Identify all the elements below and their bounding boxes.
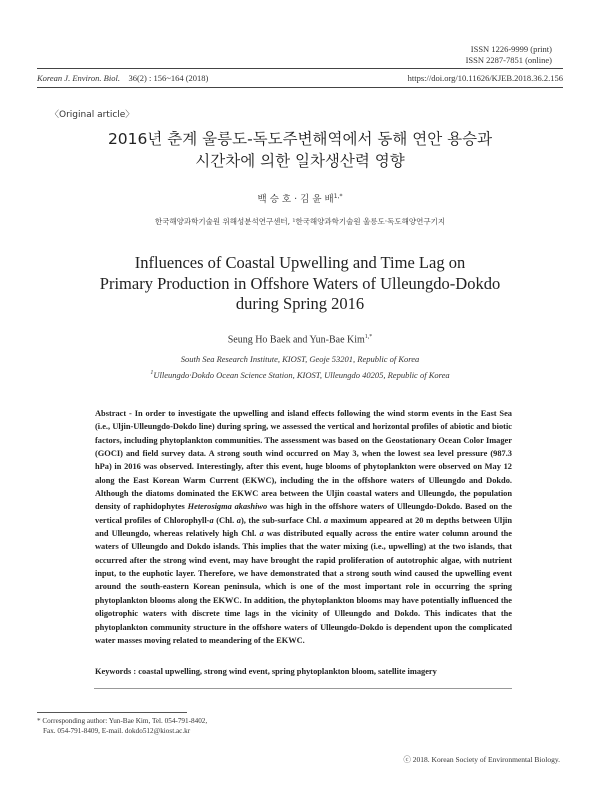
affiliation-2-text: Ulleungdo·Dokdo Ocean Science Station, KIOST, Ulleungdo 40205, Republic of Korea bbox=[153, 369, 450, 380]
korean-title-line-1: 2016년 춘계 울릉도-독도주변해역에서 동해 연안 용승과 bbox=[107, 130, 493, 148]
journal-header-bar bbox=[37, 68, 563, 88]
abstract-paragraph bbox=[95, 407, 512, 647]
abstract-italic-a-3: a bbox=[323, 515, 329, 525]
korean-affiliation: 한국해양과학기술원 위해성분석연구센터, ¹한국해양과학기술원 울릉도·독도해양연구기지 bbox=[154, 217, 446, 226]
abstract-text-6: was distributed equally across the entire water column around the waters of Ulleungdo and Dokdo islands. This implies that the water mixing (i.e., upwelling) at the two islands, that occurred after the strong wind event, may have brought the rapid proliferation of autotrophic algae, with nutrient input, to the euphotic layer. Therefore, we have demonstrated that a strong south wind caused the upwelling event around the south-eastern Korean peninsula, which is one of the most important role in occurring the spring phytoplankton blooms along the EKWC. In addition, the phytoplankton blooms may have potentially influenced the oligotrophic waters with discrete time lags in the vicinity of Ulleungdo and Dokdo. This indicates that the phytoplankton community structure in the offshore waters of Ulleungdo-Dokdo is dependent upon the complicated water masses moving related to meandering of the EKWC. bbox=[95, 529, 513, 645]
article-type-label: 〈Original article〉 bbox=[50, 110, 135, 120]
issn-block bbox=[466, 44, 552, 66]
keywords-line: Keywords : coastal upwelling, strong wind event, spring phytoplankton bloom, satellite imagery bbox=[95, 667, 437, 676]
issn-print: ISSN 1226-9999 (print) bbox=[470, 44, 552, 54]
abstract-species-name: Heterosigma akashiwo bbox=[187, 502, 268, 512]
english-title-line-2: Primary Production in Offshore Waters of Ulleungdo-Dokdo bbox=[99, 273, 501, 293]
english-title-line-1: Influences of Coastal Upwelling and Time Lag on bbox=[134, 253, 466, 272]
abstract-text-5: maximum appeared at 20 m depths between Uljin and Ulleungdo, whereas relatively high Chl. bbox=[95, 515, 512, 539]
footnote-divider bbox=[37, 712, 187, 713]
journal-citation-block bbox=[37, 69, 208, 87]
korean-author-names: 백 승 호 · 김 윤 배 bbox=[257, 194, 334, 205]
korean-authors bbox=[0, 191, 600, 205]
english-affiliations bbox=[0, 352, 600, 382]
affiliation-2-superscript: 1 bbox=[150, 370, 154, 376]
footnote-line-2: Fax. 054-791-8409, E-mail. dokdo512@kiost.ac.kr bbox=[43, 727, 191, 735]
copyright-notice: ⓒ 2018. Korean Society of Environmental Biology. bbox=[403, 755, 560, 764]
english-affiliation-2 bbox=[0, 366, 600, 382]
abstract-text-3: (Chl. bbox=[213, 515, 237, 525]
korean-author-superscript: 1,* bbox=[333, 192, 343, 200]
corresponding-author-footnote bbox=[37, 716, 207, 736]
english-title-line-3: during Spring 2016 bbox=[235, 294, 365, 313]
abstract-text-4: ), the sub-surface Chl. bbox=[240, 515, 324, 525]
abstract-italic-a-1: a bbox=[209, 515, 214, 525]
english-affiliation-1: South Sea Research Institute, KIOST, Geoje 53201, Republic of Korea bbox=[180, 354, 420, 364]
journal-citation: 36(2) : 156~164 (2018) bbox=[128, 73, 209, 83]
english-authors bbox=[0, 334, 600, 345]
issn-online: ISSN 2287-7851 (online) bbox=[465, 55, 552, 65]
footnote-line-1: * Corresponding author: Yun-Bae Kim, Tel. 054-791-8402, bbox=[37, 717, 208, 725]
english-author-names: Seung Ho Baek and Yun-Bae Kim bbox=[227, 334, 365, 346]
abstract-text-2: was high in the offshore waters of Ulleungdo-Dokdo. Based on the vertical profiles of Chlorophyll- bbox=[95, 502, 512, 525]
abstract-italic-a-4: a bbox=[259, 529, 264, 539]
english-title bbox=[40, 253, 560, 315]
abstract-italic-a-2: a bbox=[236, 515, 241, 525]
doi-link[interactable]: https://doi.org/10.11626/KJEB.2018.36.2.156 bbox=[407, 73, 563, 83]
korean-title bbox=[40, 128, 560, 172]
korean-title-line-2: 시간차에 의한 일차생산력 영향 bbox=[195, 152, 405, 170]
english-author-superscript: 1,* bbox=[364, 334, 373, 340]
abstract-separator: - bbox=[126, 409, 135, 418]
journal-name: Korean J. Environ. Biol. bbox=[37, 73, 120, 83]
abstract-label: Abstract bbox=[95, 409, 127, 418]
abstract-divider bbox=[94, 688, 512, 689]
abstract-text-1: In order to investigate the upwelling and island effects following the wind storm events in the East Sea (i.e., Uljin-Ulleungdo-Dokdo line) during spring, we assessed the vertical and horizontal profiles of abiotic and biotic factors, including phytoplankton communities. The assessment was based on the Geostationary Ocean Color Imager (GOCI) and field survey data. A strong south wind occurred on May 3, when the lowest sea level pressure (987.3 hPa) in 2016 was observed. Interestingly, after this event, huge blooms of phytoplankton were observed on May 12 along the East Korean Warm Current (EKWC), including the in the offshore waters of Ulleungdo and Dokdo. Although the diatoms dominated the EKWC area between the Uljin coastal waters and Ulleungdo, the population density of raphidophytes bbox=[95, 409, 512, 512]
